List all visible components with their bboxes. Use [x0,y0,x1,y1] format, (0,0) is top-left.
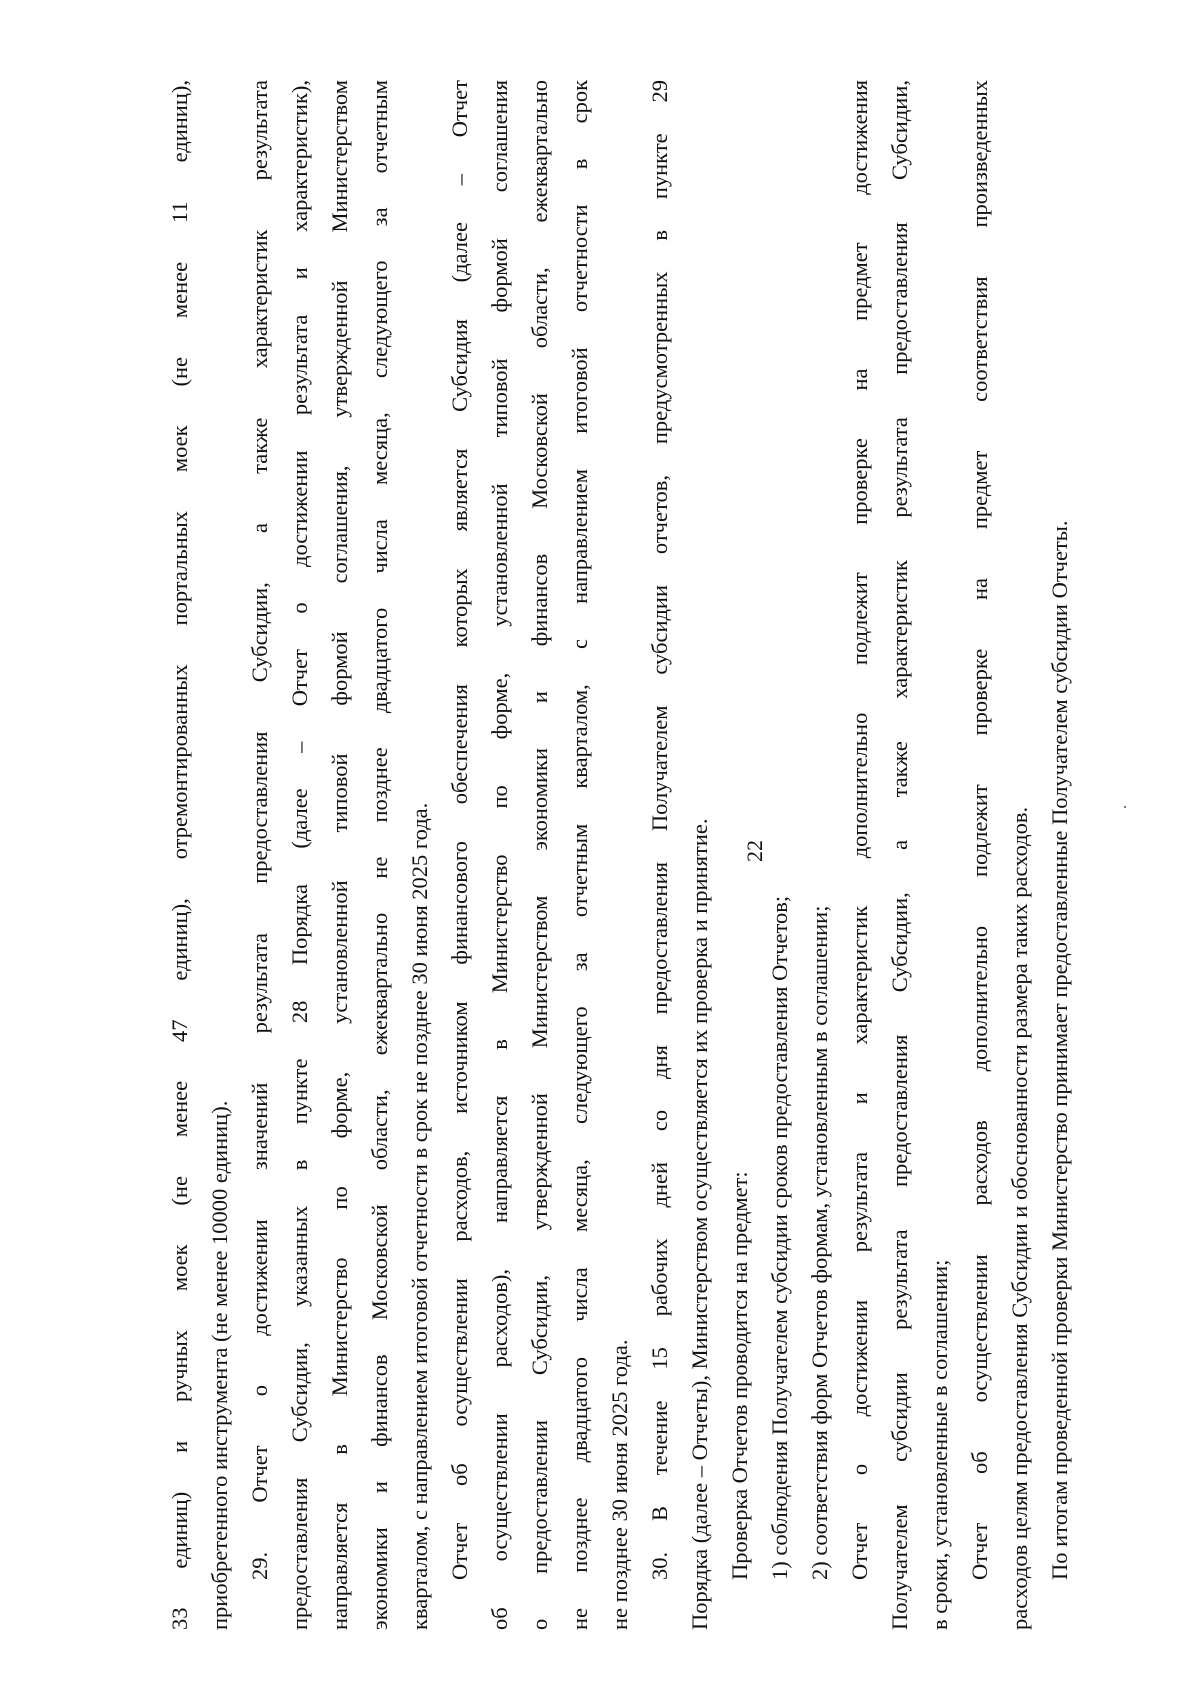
text-line: 1) соблюдения Получателем субсидии сроков предоставления Отчетов; [767,895,792,1580]
page-number: 22 [742,840,767,862]
scan-speck [1124,806,1126,808]
text-line: Отчет об осуществлении расходов дополнительно подлежит проверке на предмет соответствия произведенных [967,80,992,1580]
text-line: кварталом, с направлением итоговой отчетности в срок не позднее 30 июня 2025 года. [407,802,432,1630]
text-line: 2) соответствия форм Отчетов формам, установленным в соглашении; [807,905,832,1580]
text-line: не позднее двадцатого числа месяца, следующего за отчетным кварталом, с направлением итоговой отчетности в срок [567,80,592,1630]
text-line: Проверка Отчетов проводится на предмет: [727,1171,752,1580]
text-line: По итогам проведенной проверки Министерство принимает предоставленные Получателем субсидии Отчеты. [1047,520,1072,1580]
text-line: об осуществлении расходов), направляется в Министерство по форме, установленной типовой формой соглашения [487,80,512,1630]
text-line: 29. Отчет о достижении значений результата предоставления Субсидии, а также характеристик результата [247,80,272,1580]
text-line: в сроки, установленные в соглашении; [927,1259,952,1630]
text-line: Получателем субсидии результата предоставления Субсидии, а также характеристик результата предоставления Субсидии, [887,80,912,1630]
text-line: Отчет об осуществлении расходов, источником финансового обеспечения которых является Субсидия (далее – Отчет [447,80,472,1580]
text-line: 33 единиц) и ручных моек (не менее 47 единиц), отремонтированных портальных моек (не менее 11 единиц), [167,80,192,1630]
body-text [160,80,1072,1630]
text-line: расходов целям предоставления Субсидии и обоснованности размера таких расходов. [1007,806,1032,1630]
text-line: приобретенного инструмента (не менее 10000 единиц). [207,1100,232,1630]
text-line: Порядка (далее – Отчеты), Министерством осуществляется их проверка и принятие. [687,818,712,1630]
text-line: экономики и финансов Московской области, ежеквартально не позднее двадцатого числа месяца, следующего за отчетным [367,80,392,1630]
text-line: 30. В течение 15 рабочих дней со дня предоставления Получателем субсидии отчетов, предусмотренных в пункте 29 [647,80,672,1580]
text-line: Отчет о достижении результата и характеристик дополнительно подлежит проверке на предмет достижения [847,80,872,1580]
text-line: о предоставлении Субсидии, утвержденной Министерством экономики и финансов Московской области, ежеквартально [527,80,552,1630]
rotated-text-block [160,80,1072,1630]
text-line: не позднее 30 июня 2025 года. [607,1339,632,1630]
text-line: предоставления Субсидии, указанных в пункте 28 Порядка (далее – Отчет о достижении результата и характеристик), [287,80,312,1630]
text-line: направляется в Министерство по форме, установленной типовой формой соглашения, утвержденной Министерством [327,80,352,1630]
